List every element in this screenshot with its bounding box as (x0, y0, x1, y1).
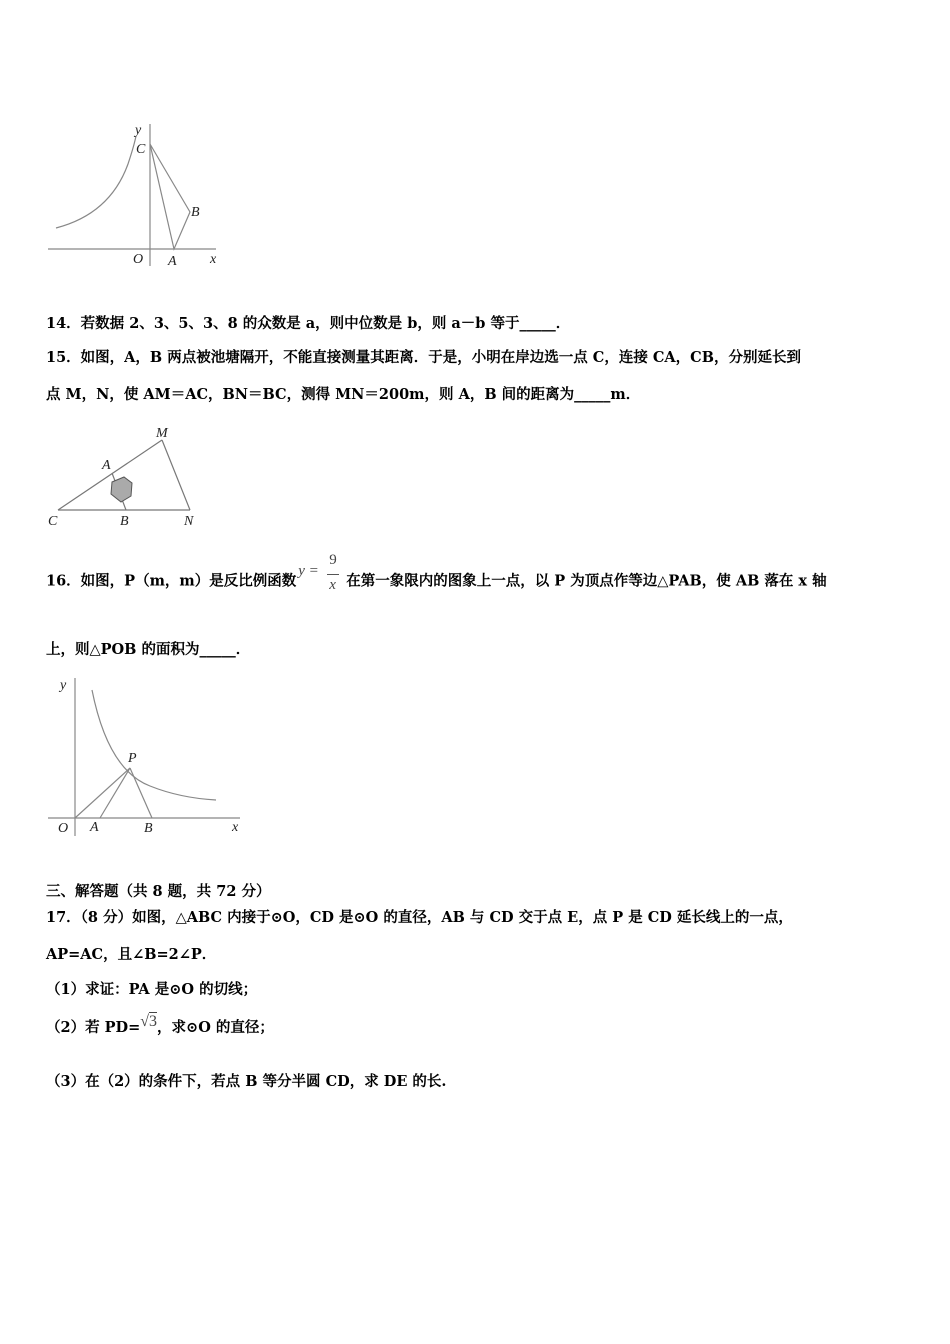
label-x: x (210, 252, 217, 267)
label-o: O (58, 821, 69, 836)
label-b: B (191, 205, 200, 220)
label-y: y (135, 123, 142, 138)
section-heading: 三、解答题（共 8 题，共 72 分） (46, 883, 271, 900)
formula-denominator: x (329, 577, 336, 593)
label-b: B (144, 821, 153, 836)
sqrt-expression: √3 (140, 1013, 158, 1030)
label-x: x (232, 820, 239, 835)
fraction-bar (327, 574, 339, 575)
figure-q16 (44, 674, 246, 840)
hyperbola-curve (56, 136, 136, 228)
quadrilateral-cab (150, 144, 190, 249)
part2-text-before: （2）若 PD= (46, 1019, 141, 1036)
label-y: y (60, 678, 67, 693)
hyperbola-curve (92, 690, 216, 800)
label-a: A (168, 254, 177, 268)
question-16-line2: 上，则△POB 的面积为_____． (46, 641, 251, 658)
question-17-line2: AP=AC，且∠B=2∠P． (46, 946, 217, 963)
formula-lhs: y = (298, 563, 319, 579)
segment-cm (58, 440, 162, 510)
sqrt-radicand: 3 (149, 1013, 158, 1030)
figure-q15 (44, 424, 214, 532)
segment-pa (100, 768, 130, 818)
segment-op (75, 768, 130, 818)
question-16-line1 (46, 552, 827, 600)
question-17-line1: 17．（8 分）如图，△ABC 内接于⊙O，CD 是⊙O 的直径，AB 与 CD 交于点 E，点 P 是 CD 延长线上的一点， (46, 909, 793, 926)
question-15-line1: 15．如图，A，B 两点被池塘隔开，不能直接测量其距离．于是，小明在岸边选一点 C，连接 CA，CB，分别延长到 (46, 349, 801, 366)
label-a: A (102, 458, 111, 473)
question-16-text-before: 16．如图，P（m，m）是反比例函数 (46, 572, 297, 590)
question-17-part3: （3）在（2）的条件下，若点 B 等分半圆 CD，求 DE 的长. (46, 1073, 447, 1090)
question-17-part2 (46, 1013, 274, 1037)
label-m: M (156, 426, 168, 441)
question-17-part1: （1）求证：PA 是⊙O 的切线； (46, 981, 258, 998)
formula-y-equals-9-over-x (296, 552, 346, 600)
segment-mn (162, 440, 190, 510)
formula-numerator: 9 (329, 552, 337, 568)
segment-pb (130, 768, 152, 818)
label-c: C (48, 514, 58, 529)
part2-text-after: ，求⊙O 的直径； (157, 1019, 274, 1036)
question-14: 14．若数据 2、3、5、3、8 的众数是 a，则中位数是 b，则 a－b 等于_____． (46, 315, 571, 332)
label-n: N (184, 514, 194, 529)
pond-shape (111, 477, 132, 502)
label-b: B (120, 514, 129, 529)
figure-q13 (44, 118, 229, 268)
question-16-text-after: 在第一象限内的图象上一点，以 P 为顶点作等边△PAB，使 AB 落在 x 轴 (346, 572, 827, 590)
label-p: P (128, 751, 137, 766)
label-a: A (90, 820, 99, 835)
label-c: C (136, 142, 146, 157)
label-o: O (133, 252, 144, 267)
question-15-line2: 点 M，N，使 AM＝AC，BN＝BC，测得 MN＝200m，则 A，B 间的距离为_____m． (46, 386, 641, 403)
